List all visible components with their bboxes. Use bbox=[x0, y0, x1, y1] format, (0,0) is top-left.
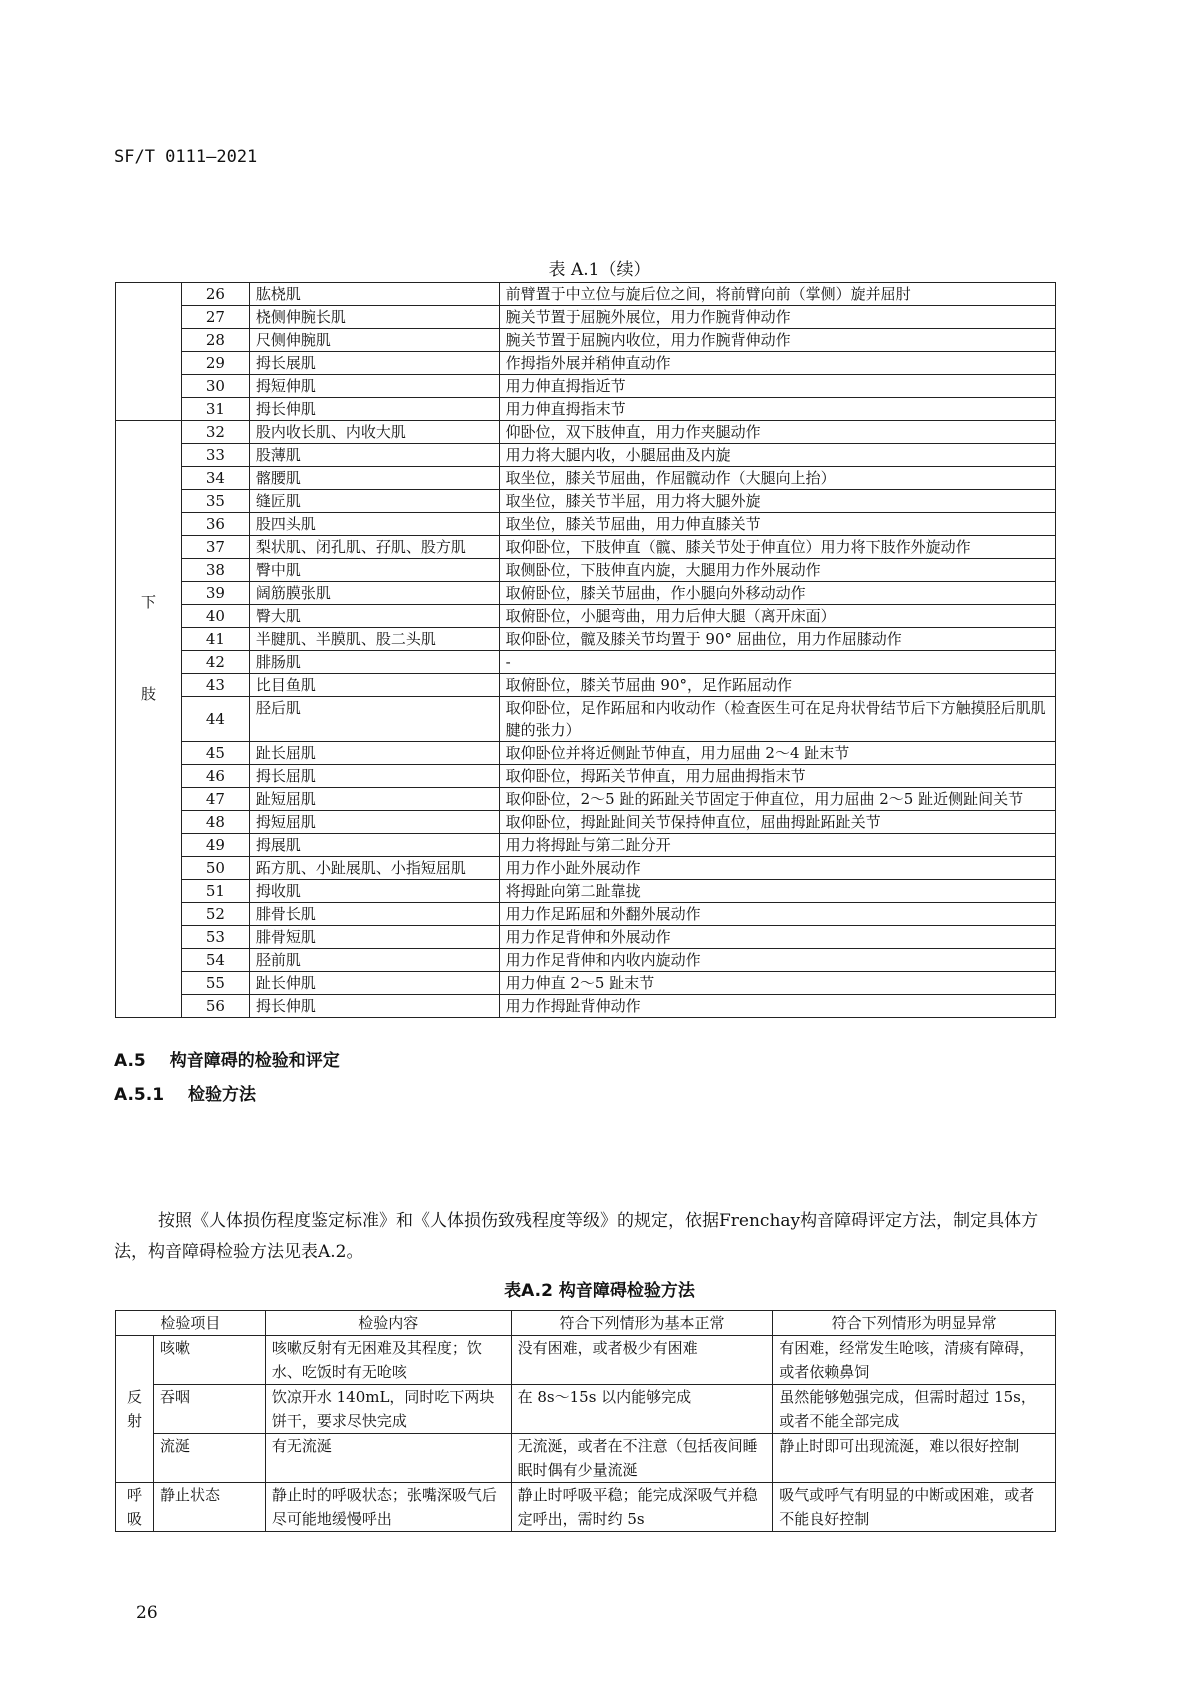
row-number: 29 bbox=[181, 352, 249, 375]
row-muscle: 肱桡肌 bbox=[249, 283, 499, 306]
header-item: 检验项目 bbox=[116, 1311, 266, 1336]
row-number: 33 bbox=[181, 444, 249, 467]
row-muscle: 臀中肌 bbox=[249, 559, 499, 582]
row-method: 用力作足背伸和外展动作 bbox=[499, 926, 1055, 949]
row-muscle: 尺侧伸腕肌 bbox=[249, 329, 499, 352]
row-number: 55 bbox=[181, 972, 249, 995]
row-muscle: 阔筋膜张肌 bbox=[249, 582, 499, 605]
row-muscle: 臀大肌 bbox=[249, 605, 499, 628]
section-a5-title: 构音障碍的检验和评定 bbox=[169, 1051, 340, 1071]
row-abnormal: 吸气或呼气有明显的中断或困难，或者不能良好控制 bbox=[773, 1483, 1056, 1532]
section-a5-number: A.5 bbox=[114, 1051, 146, 1071]
header-abnormal: 符合下列情形为明显异常 bbox=[773, 1311, 1056, 1336]
row-item: 吞咽 bbox=[153, 1385, 265, 1434]
row-muscle: 髂腰肌 bbox=[249, 467, 499, 490]
breath-category bbox=[116, 1483, 154, 1532]
row-item: 静止状态 bbox=[153, 1483, 265, 1532]
row-muscle: 股内收长肌、内收大肌 bbox=[249, 421, 499, 444]
row-number: 36 bbox=[181, 513, 249, 536]
row-method: 用力伸直拇指末节 bbox=[499, 398, 1055, 421]
reflex-category bbox=[116, 1336, 154, 1483]
section-a51-title: 检验方法 bbox=[188, 1085, 257, 1105]
row-abnormal: 静止时即可出现流涎，难以很好控制 bbox=[773, 1434, 1056, 1483]
table-row bbox=[116, 582, 1056, 605]
breath-label-1: 呼 bbox=[126, 1486, 142, 1504]
lower-limb-label-1: 下 bbox=[140, 593, 156, 611]
row-muscle: 拇长展肌 bbox=[249, 352, 499, 375]
row-muscle: 胫前肌 bbox=[249, 949, 499, 972]
section-a51-number: A.5.1 bbox=[114, 1085, 165, 1105]
row-method: 取坐位，膝关节屈曲，作屈髋动作（大腿向上抬） bbox=[499, 467, 1055, 490]
row-muscle: 腓骨长肌 bbox=[249, 903, 499, 926]
row-muscle: 缝匠肌 bbox=[249, 490, 499, 513]
row-muscle: 胫后肌 bbox=[249, 697, 499, 742]
row-item: 咳嗽 bbox=[153, 1336, 265, 1385]
table-a1 bbox=[115, 282, 1056, 1018]
row-number: 51 bbox=[181, 880, 249, 903]
row-muscle: 拇短伸肌 bbox=[249, 375, 499, 398]
row-muscle: 拇收肌 bbox=[249, 880, 499, 903]
row-muscle: 股四头肌 bbox=[249, 513, 499, 536]
row-method: 腕关节置于屈腕内收位，用力作腕背伸动作 bbox=[499, 329, 1055, 352]
header-content: 检验内容 bbox=[265, 1311, 511, 1336]
row-number: 34 bbox=[181, 467, 249, 490]
table-row bbox=[116, 995, 1056, 1018]
row-muscle: 梨状肌、闭孔肌、孖肌、股方肌 bbox=[249, 536, 499, 559]
section-a51-heading bbox=[114, 1080, 256, 1105]
table-row bbox=[116, 765, 1056, 788]
row-muscle: 拇长伸肌 bbox=[249, 398, 499, 421]
row-method: 取仰卧位并将近侧趾节伸直，用力屈曲 2～4 趾末节 bbox=[499, 742, 1055, 765]
row-number: 30 bbox=[181, 375, 249, 398]
row-method: 用力作拇趾背伸动作 bbox=[499, 995, 1055, 1018]
table-a2 bbox=[115, 1310, 1056, 1532]
row-method: - bbox=[499, 651, 1055, 674]
row-method: 取仰卧位，下肢伸直（髋、膝关节处于伸直位）用力将下肢作外旋动作 bbox=[499, 536, 1055, 559]
row-number: 45 bbox=[181, 742, 249, 765]
breath-label-2: 吸 bbox=[126, 1510, 142, 1528]
row-number: 44 bbox=[181, 697, 249, 742]
row-item: 流涎 bbox=[153, 1434, 265, 1483]
row-number: 42 bbox=[181, 651, 249, 674]
table-row bbox=[116, 651, 1056, 674]
row-muscle: 桡侧伸腕长肌 bbox=[249, 306, 499, 329]
row-method: 作拇指外展并稍伸直动作 bbox=[499, 352, 1055, 375]
table-row bbox=[116, 536, 1056, 559]
table-row bbox=[116, 857, 1056, 880]
row-abnormal: 虽然能够勉强完成，但需时超过 15s，或者不能全部完成 bbox=[773, 1385, 1056, 1434]
row-method: 用力作小趾外展动作 bbox=[499, 857, 1055, 880]
table-row bbox=[116, 1434, 1056, 1483]
row-number: 27 bbox=[181, 306, 249, 329]
row-muscle: 拇长伸肌 bbox=[249, 995, 499, 1018]
row-muscle: 比目鱼肌 bbox=[249, 674, 499, 697]
upper-limb-group bbox=[116, 283, 182, 421]
row-number: 39 bbox=[181, 582, 249, 605]
row-muscle: 趾长伸肌 bbox=[249, 972, 499, 995]
row-number: 54 bbox=[181, 949, 249, 972]
row-number: 26 bbox=[181, 283, 249, 306]
row-content: 咳嗽反射有无困难及其程度；饮水、吃饭时有无呛咳 bbox=[265, 1336, 511, 1385]
row-method: 取仰卧位，2～5 趾的跖趾关节固定于伸直位，用力屈曲 2～5 趾近侧趾间关节 bbox=[499, 788, 1055, 811]
page-number: 26 bbox=[136, 1603, 158, 1623]
table-row bbox=[116, 926, 1056, 949]
row-number: 48 bbox=[181, 811, 249, 834]
row-muscle: 腓骨短肌 bbox=[249, 926, 499, 949]
row-number: 35 bbox=[181, 490, 249, 513]
table-a2-title: 表A.2 构音障碍检验方法 bbox=[504, 1281, 695, 1301]
row-normal: 静止时呼吸平稳；能完成深吸气并稳定呼出，需时约 5s bbox=[511, 1483, 773, 1532]
table-row bbox=[116, 283, 1056, 306]
table-row bbox=[116, 467, 1056, 490]
standard-code: SF/T 0111—2021 bbox=[114, 147, 258, 167]
row-number: 41 bbox=[181, 628, 249, 651]
table-row bbox=[116, 903, 1056, 926]
row-number: 40 bbox=[181, 605, 249, 628]
row-method: 用力将大腿内收，小腿屈曲及内旋 bbox=[499, 444, 1055, 467]
row-method: 取仰卧位，足作跖屈和内收动作（检查医生可在足舟状骨结节后下方触摸胫后肌肌腱的张力） bbox=[499, 697, 1055, 742]
row-number: 43 bbox=[181, 674, 249, 697]
row-number: 49 bbox=[181, 834, 249, 857]
table-row bbox=[116, 375, 1056, 398]
row-method: 取仰卧位，拇跖关节伸直，用力屈曲拇指末节 bbox=[499, 765, 1055, 788]
table-row bbox=[116, 1385, 1056, 1434]
row-method: 取仰卧位，拇趾趾间关节保持伸直位，屈曲拇趾跖趾关节 bbox=[499, 811, 1055, 834]
row-method: 用力将拇趾与第二趾分开 bbox=[499, 834, 1055, 857]
table-row bbox=[116, 834, 1056, 857]
row-method: 取俯卧位，小腿弯曲，用力后伸大腿（离开床面） bbox=[499, 605, 1055, 628]
row-method: 取俯卧位，膝关节屈曲，作小腿向外移动动作 bbox=[499, 582, 1055, 605]
table-row bbox=[116, 674, 1056, 697]
row-method: 前臂置于中立位与旋后位之间，将前臂向前（掌侧）旋并屈肘 bbox=[499, 283, 1055, 306]
row-number: 37 bbox=[181, 536, 249, 559]
row-number: 31 bbox=[181, 398, 249, 421]
row-method: 取坐位，膝关节屈曲，用力伸直膝关节 bbox=[499, 513, 1055, 536]
table-row bbox=[116, 398, 1056, 421]
row-muscle: 趾短屈肌 bbox=[249, 788, 499, 811]
header-normal: 符合下列情形为基本正常 bbox=[511, 1311, 773, 1336]
table-row bbox=[116, 788, 1056, 811]
table-row bbox=[116, 306, 1056, 329]
table-row bbox=[116, 880, 1056, 903]
table-row bbox=[116, 605, 1056, 628]
row-muscle: 趾长屈肌 bbox=[249, 742, 499, 765]
row-normal: 没有困难，或者极少有困难 bbox=[511, 1336, 773, 1385]
row-number: 46 bbox=[181, 765, 249, 788]
table-row bbox=[116, 559, 1056, 582]
row-method: 腕关节置于屈腕外展位，用力作腕背伸动作 bbox=[499, 306, 1055, 329]
row-normal: 无流涎，或者在不注意（包括夜间睡眠时偶有少量流涎 bbox=[511, 1434, 773, 1483]
row-method: 取仰卧位，髋及膝关节均置于 90° 屈曲位，用力作屈膝动作 bbox=[499, 628, 1055, 651]
row-method: 用力伸直拇指近节 bbox=[499, 375, 1055, 398]
table-a2-header-row bbox=[116, 1311, 1056, 1336]
table-row bbox=[116, 742, 1056, 765]
table-row bbox=[116, 949, 1056, 972]
row-number: 50 bbox=[181, 857, 249, 880]
table-row bbox=[116, 490, 1056, 513]
table-row bbox=[116, 421, 1056, 444]
table-row bbox=[116, 697, 1056, 742]
table-row bbox=[116, 352, 1056, 375]
table-row bbox=[116, 972, 1056, 995]
row-number: 56 bbox=[181, 995, 249, 1018]
table-row bbox=[116, 329, 1056, 352]
lower-limb-group bbox=[116, 421, 182, 1018]
row-muscle: 半腱肌、半膜肌、股二头肌 bbox=[249, 628, 499, 651]
row-number: 32 bbox=[181, 421, 249, 444]
row-method: 将拇趾向第二趾靠拢 bbox=[499, 880, 1055, 903]
row-method: 取俯卧位，膝关节屈曲 90°，足作跖屈动作 bbox=[499, 674, 1055, 697]
row-muscle: 拇短屈肌 bbox=[249, 811, 499, 834]
row-content: 饮凉开水 140mL，同时吃下两块饼干，要求尽快完成 bbox=[265, 1385, 511, 1434]
lower-limb-label-2: 肢 bbox=[140, 685, 156, 703]
table-row bbox=[116, 628, 1056, 651]
row-number: 47 bbox=[181, 788, 249, 811]
row-number: 52 bbox=[181, 903, 249, 926]
row-content: 静止时的呼吸状态；张嘴深吸气后尽可能地缓慢呼出 bbox=[265, 1483, 511, 1532]
row-abnormal: 有困难，经常发生呛咳，清痰有障碍，或者依赖鼻饲 bbox=[773, 1336, 1056, 1385]
table-row bbox=[116, 1336, 1056, 1385]
row-content: 有无流涎 bbox=[265, 1434, 511, 1483]
table-row bbox=[116, 811, 1056, 834]
row-number: 53 bbox=[181, 926, 249, 949]
row-muscle: 拇展肌 bbox=[249, 834, 499, 857]
section-a51-paragraph: 按照《人体损伤程度鉴定标准》和《人体损伤致残程度等级》的规定，依据Frenchay构音障碍评定方法，制定具体方法，构音障碍检验方法见表A.2。 bbox=[114, 1211, 1039, 1262]
row-method: 取坐位，膝关节半屈，用力将大腿外旋 bbox=[499, 490, 1055, 513]
row-muscle: 跖方肌、小趾展肌、小指短屈肌 bbox=[249, 857, 499, 880]
table-row bbox=[116, 513, 1056, 536]
section-a5-heading bbox=[114, 1046, 340, 1071]
table-row bbox=[116, 444, 1056, 467]
row-method: 用力伸直 2～5 趾末节 bbox=[499, 972, 1055, 995]
row-number: 28 bbox=[181, 329, 249, 352]
row-method: 用力作足背伸和内收内旋动作 bbox=[499, 949, 1055, 972]
row-method: 仰卧位，双下肢伸直，用力作夹腿动作 bbox=[499, 421, 1055, 444]
row-normal: 在 8s～15s 以内能够完成 bbox=[511, 1385, 773, 1434]
reflex-label-1: 反 bbox=[126, 1388, 142, 1406]
row-muscle: 股薄肌 bbox=[249, 444, 499, 467]
table-a1-title: 表 A.1（续） bbox=[548, 260, 651, 280]
row-muscle: 拇长屈肌 bbox=[249, 765, 499, 788]
row-muscle: 腓肠肌 bbox=[249, 651, 499, 674]
row-method: 取侧卧位，下肢伸直内旋，大腿用力作外展动作 bbox=[499, 559, 1055, 582]
row-number: 38 bbox=[181, 559, 249, 582]
table-row bbox=[116, 1483, 1056, 1532]
reflex-label-2: 射 bbox=[126, 1412, 142, 1430]
row-method: 用力作足跖屈和外翻外展动作 bbox=[499, 903, 1055, 926]
